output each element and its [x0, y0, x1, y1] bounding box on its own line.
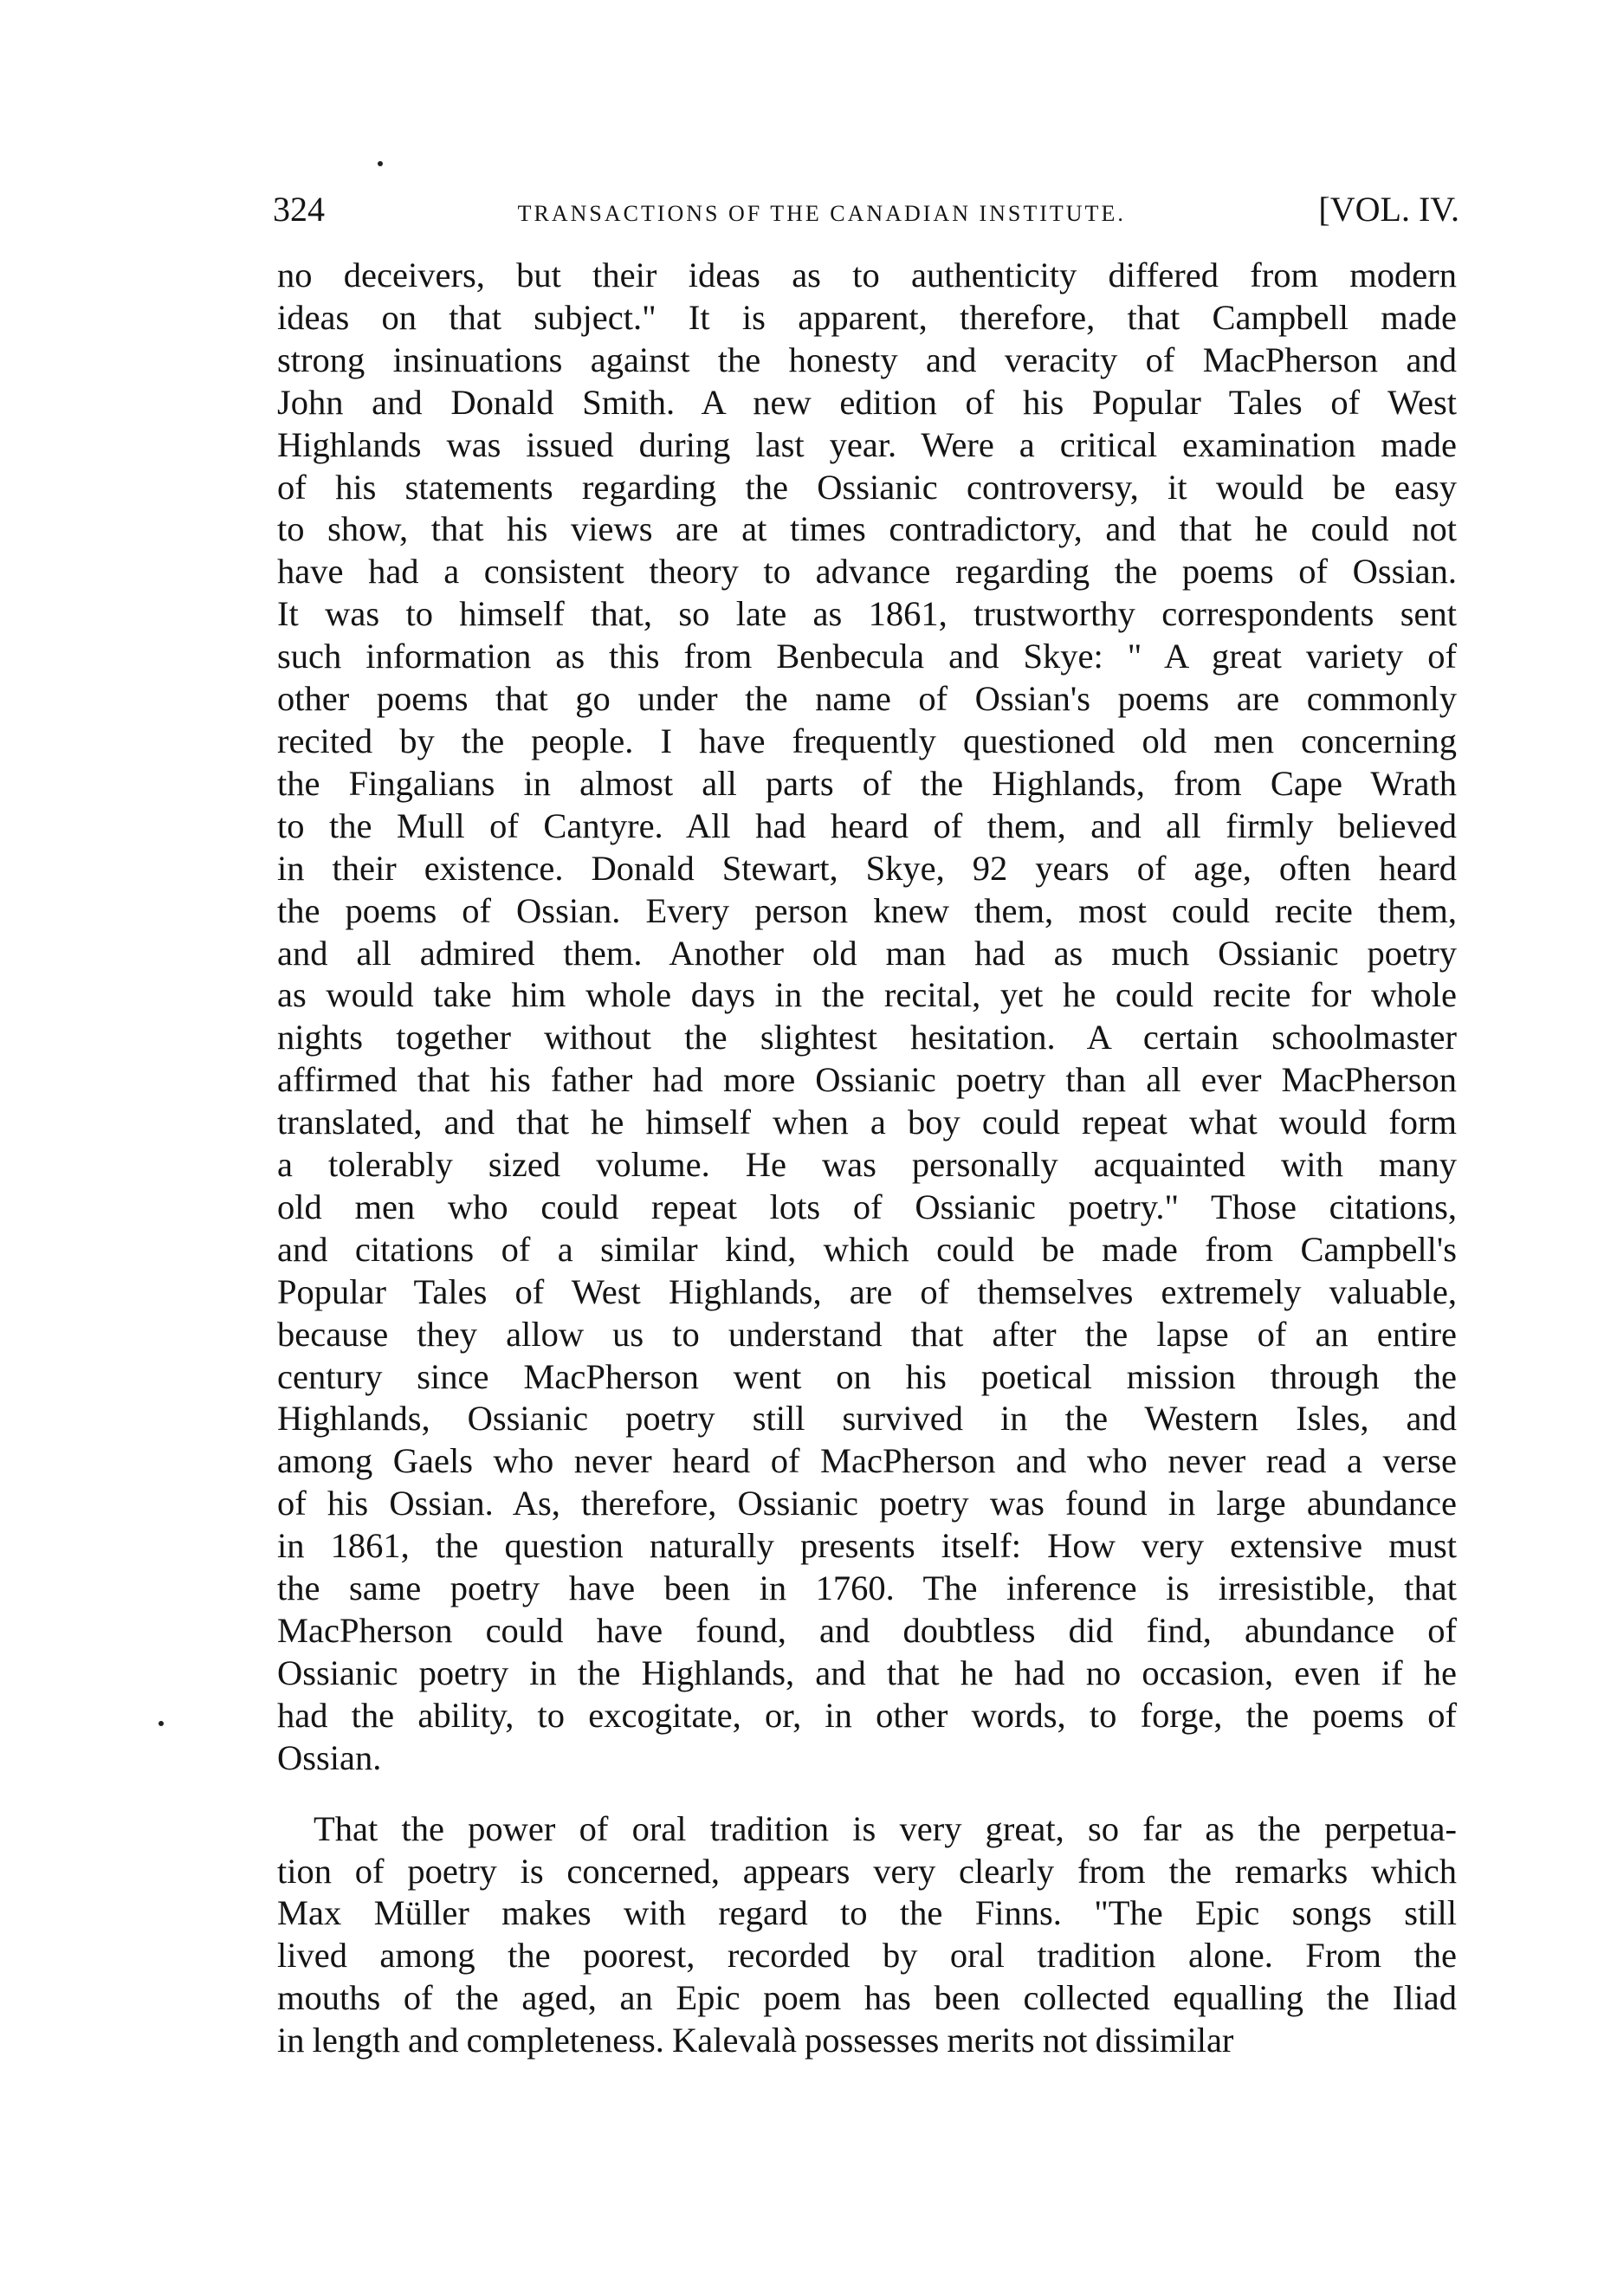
text-line: among Gaels who never heard of MacPherson and who never read a verse — [277, 1441, 1457, 1481]
paragraph — [277, 1808, 1457, 2062]
text-line: in 1861, the question naturally presents itself: How very extensive must — [277, 1526, 1457, 1566]
text-line: have had a consistent theory to advance regarding the poems of Ossian. — [277, 552, 1457, 592]
text-line: of his Ossian. As, therefore, Ossianic poetry was found in large abundance — [277, 1484, 1457, 1523]
text-line: lived among the poorest, recorded by oral tradition alone. From the — [277, 1936, 1457, 1976]
text-line: It was to himself that, so late as 1861, trustworthy correspondents sent — [277, 594, 1457, 634]
text-line: and all admired them. Another old man had as much Ossianic poetry — [277, 933, 1457, 973]
print-speck — [158, 1721, 164, 1726]
paragraph — [277, 255, 1457, 1780]
body-text — [277, 255, 1457, 2062]
text-line: to the Mull of Cantyre. All had heard of them, and all firmly believed — [277, 805, 1457, 845]
text-line: as would take him whole days in the recital, yet he could recite for whole — [277, 975, 1457, 1015]
text-line: Ossianic poetry in the Highlands, and that he had no occasion, even if he — [277, 1652, 1457, 1692]
text-line: the poems of Ossian. Every person knew them, most could recite them, — [277, 890, 1457, 930]
print-speck — [378, 161, 383, 166]
text-line: century since MacPherson went on his poetical mission through the — [277, 1356, 1457, 1396]
text-line: ideas on that subject." It is apparent, therefore, that Campbell made — [277, 297, 1457, 337]
text-line: old men who could repeat lots of Ossianic poetry." Those citations, — [277, 1187, 1457, 1226]
text-line: affirmed that his father had more Ossianic poetry than all ever MacPherson — [277, 1060, 1457, 1100]
text-line: translated, and that he himself when a boy could repeat what would form — [277, 1103, 1457, 1142]
text-line: Popular Tales of West Highlands, are of themselves extremely valuable, — [277, 1271, 1457, 1311]
text-line: other poems that go under the name of Ossian's poems are commonly — [277, 679, 1457, 719]
text-line: That the power of oral tradition is very great, so far as the perpetua- — [314, 1808, 1457, 1848]
text-line: a tolerably sized volume. He was personally acquainted with many — [277, 1145, 1457, 1185]
text-line: no deceivers, but their ideas as to authenticity differed from modern — [277, 255, 1457, 294]
text-line: strong insinuations against the honesty and veracity of MacPherson and — [277, 340, 1457, 379]
text-line: John and Donald Smith. A new edition of his Popular Tales of West — [277, 382, 1457, 422]
text-line: nights together without the slightest hesitation. A certain schoolmaster — [277, 1018, 1457, 1057]
text-line: in their existence. Donald Stewart, Skye, 92 years of age, often heard — [277, 848, 1457, 888]
text-line: Max Müller makes with regard to the Finns. "The Epic songs still — [277, 1893, 1457, 1933]
text-line: Highlands, Ossianic poetry still survived in the Western Isles, and — [277, 1399, 1457, 1439]
text-line: the same poetry have been in 1760. The inference is irresistible, that — [277, 1568, 1457, 1608]
text-line: in length and completeness. Kalevalà possesses merits not dissimilar — [277, 2021, 1234, 2060]
running-title: TRANSACTIONS OF THE CANADIAN INSTITUTE. — [517, 201, 1126, 226]
text-line: and citations of a similar kind, which could be made from Campbell's — [277, 1229, 1457, 1269]
page-number: 324 — [273, 190, 325, 229]
text-line: of his statements regarding the Ossianic controversy, it would be easy — [277, 467, 1457, 507]
text-line: MacPherson could have found, and doubtless did find, abundance of — [277, 1611, 1457, 1650]
text-line: had the ability, to excogitate, or, in other words, to forge, the poems of — [277, 1695, 1457, 1735]
text-line: mouths of the aged, an Epic poem has been collected equalling the Iliad — [277, 1978, 1457, 2018]
text-line: recited by the people. I have frequently questioned old men concerning — [277, 721, 1457, 760]
running-header — [273, 189, 1459, 241]
text-line: because they allow us to understand that after the lapse of an entire — [277, 1314, 1457, 1354]
text-line: tion of poetry is concerned, appears very clearly from the remarks which — [277, 1851, 1457, 1891]
text-line: the Fingalians in almost all parts of the Highlands, from Cape Wrath — [277, 763, 1457, 803]
text-line: Ossian. — [277, 1737, 382, 1777]
volume-label: [VOL. IV. — [1318, 190, 1459, 229]
text-line: to show, that his views are at times contradictory, and that he could not — [277, 509, 1457, 549]
text-line: Highlands was issued during last year. Were a critical examination made — [277, 424, 1457, 464]
text-line: such information as this from Benbecula and Skye: " A great variety of — [277, 637, 1457, 676]
